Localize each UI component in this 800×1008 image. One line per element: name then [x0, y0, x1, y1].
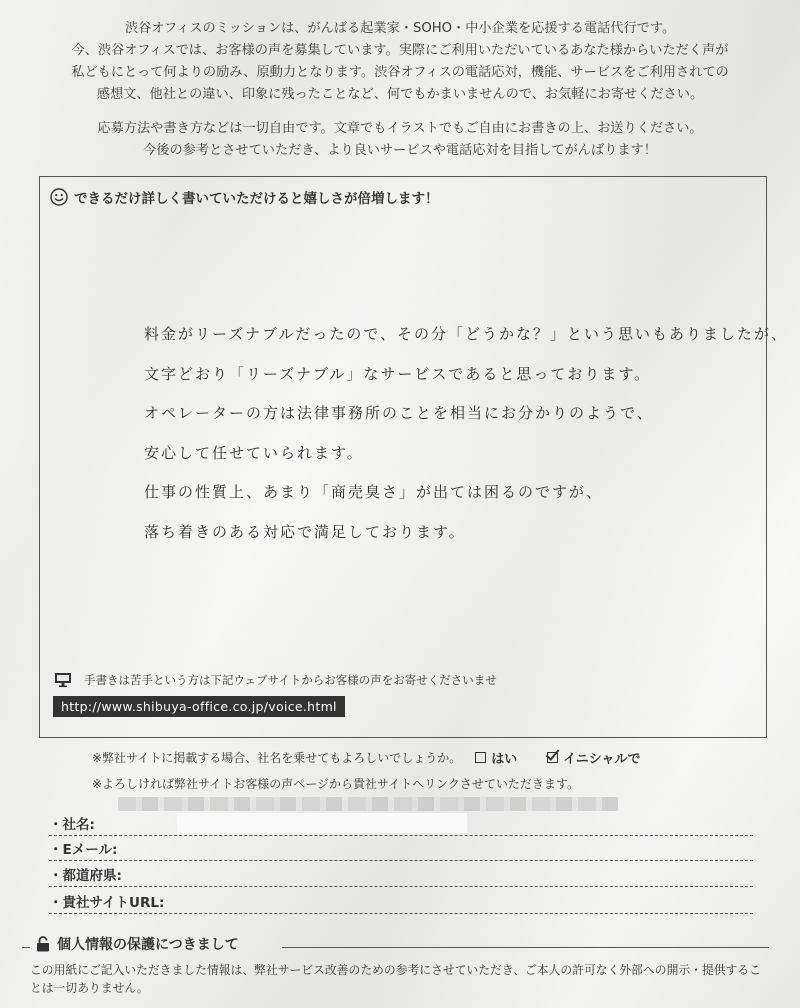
smiley-icon — [50, 188, 68, 206]
prefecture-label: ・都道府県: — [49, 868, 122, 884]
privacy-text: この用紙にご記入いただきました情報は、弊社サービス改善のための参考にさせていただき、ご本人の許可なく外部への開示・提供することは一切ありません。 — [30, 963, 761, 995]
handwriting-line: 安心して任せていられます。 — [144, 443, 364, 462]
checkmark-icon[interactable] — [547, 752, 558, 763]
option-initial-label: イニシャルで — [563, 752, 641, 767]
checkbox-icon[interactable] — [475, 752, 486, 763]
intro-line: 感想文、他社との違い、印象に残ったことなど、何でもかまいませんので、お気軽にお寄せください。 — [96, 87, 704, 102]
redacted-text — [118, 797, 618, 811]
handwriting-line: 料金がリーズナブルだったので、その分「どうかな？」という思いもありましたが、 — [144, 325, 789, 343]
site-url-field[interactable] — [49, 893, 753, 914]
option-yes-label: はい — [491, 752, 518, 767]
prefecture-field[interactable] — [49, 866, 753, 887]
monitor-icon — [54, 672, 72, 688]
company-field[interactable] — [49, 815, 753, 836]
handwriting-line: 落ち着きのある対応で満足しております。 — [144, 522, 466, 541]
consent-question — [92, 748, 640, 767]
web-note — [54, 672, 497, 688]
handwriting-line: 文字どおり「リーズナブル」なサービスであると思っております。 — [144, 364, 652, 383]
company-label: ・社名: — [49, 817, 95, 833]
intro-line: 応募方法や書き方などは一切自由です。文章でもイラストでもご自由にお書きの上、お送りください。 — [97, 121, 703, 136]
consent-text: ※弊社サイトに掲載する場合、社名を乗せてもよろしいでしょうか。 — [92, 751, 462, 765]
handwriting-line: オペレーターの方は法律事務所のことを相当にお分かりのようで、 — [144, 404, 654, 422]
box-header — [50, 187, 439, 207]
divider — [282, 947, 769, 948]
feedback-box — [39, 176, 789, 738]
intro-line: 私どもにとって何よりの励み、原動力となります。渋谷オフィスの電話応対，機能、サービスをご利用されての — [71, 65, 729, 80]
option-yes[interactable] — [475, 748, 517, 767]
handwriting-line: 仕事の性質上、あまり「商売臭さ」が出ては困るのですが、 — [144, 483, 604, 501]
divider — [22, 947, 30, 948]
voice-url-link[interactable]: http://www.shibuya-office.co.jp/voice.html — [53, 696, 345, 717]
web-note-text: 手書きは苦手という方は下記ウェブサイトからお客様の声をお寄せくださいませ — [84, 673, 497, 687]
handwritten-comment — [144, 315, 789, 552]
email-field[interactable] — [49, 840, 753, 861]
link-note: ※よろしければ弊社サイトお客様の声ページから貴社サイトへリンクさせていただきます。 — [92, 777, 579, 791]
redacted-company — [177, 813, 467, 833]
intro-text — [0, 18, 800, 162]
intro-line: 今後の参考とさせていただき、より良いサービスや電話応対を目指してがんばります！ — [143, 143, 657, 158]
site-url-label: ・貴社サイトURL: — [49, 895, 165, 911]
box-header-text: できるだけ詳しく書いていただけると嬉しさが倍増します！ — [74, 191, 439, 207]
lock-icon — [36, 936, 50, 952]
intro-line: 今、渋谷オフィスでは、お客様の声を募集しています。実際にご利用いただいているあなた様からいただく声が — [71, 43, 729, 58]
privacy-heading-text: 個人情報の保護につきまして — [57, 937, 239, 953]
email-label: ・Eメール: — [49, 842, 118, 858]
intro-line: 渋谷オフィスのミッションは、がんばる起業家・SOHO・中小企業を応援する電話代行です。 — [124, 21, 676, 36]
option-initial[interactable] — [547, 748, 640, 767]
privacy-heading — [36, 934, 239, 954]
